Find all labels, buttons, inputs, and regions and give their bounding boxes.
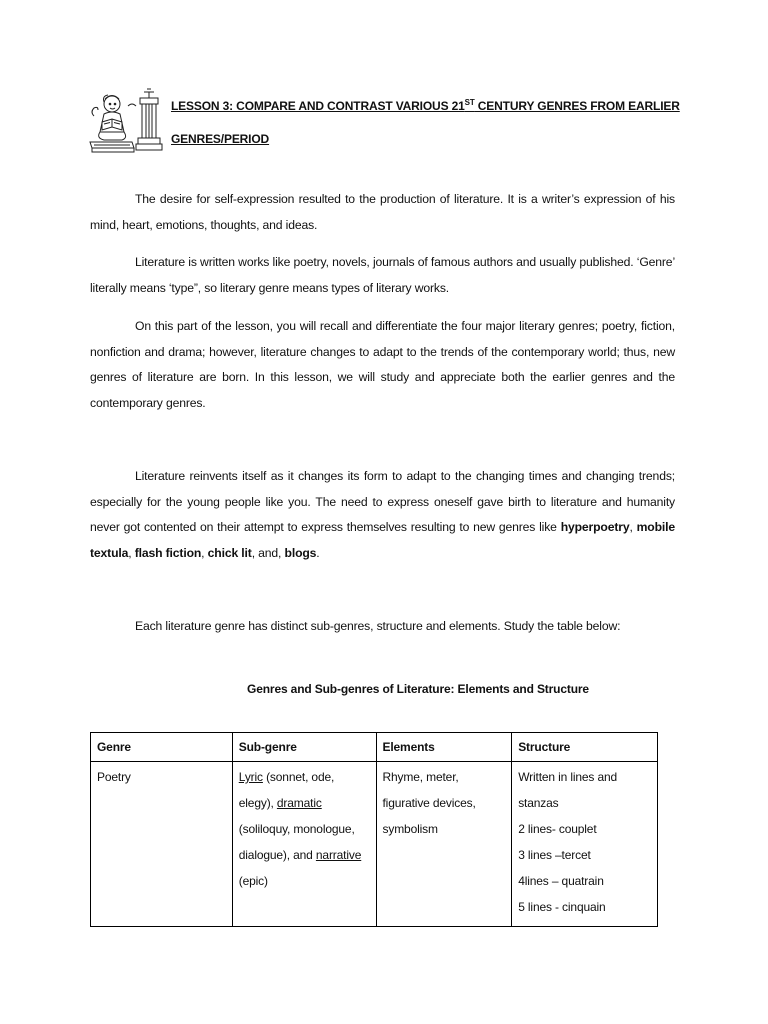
lesson-title-line2: GENRES/PERIOD <box>171 132 270 146</box>
ordinal-suffix: ST <box>464 98 475 107</box>
paragraph-table-intro: Each literature genre has distinct sub-genres, structure and elements. Study the table below: <box>135 619 621 633</box>
genres-table <box>90 732 658 927</box>
genre-term-flash-fiction: flash fiction <box>134 545 202 560</box>
header-subgenre: Sub-genre <box>232 733 376 762</box>
cell-genre: Poetry <box>91 762 233 927</box>
reading-child-illustration <box>86 86 166 156</box>
cell-structure <box>512 762 658 927</box>
structure-line: 2 lines- couplet <box>518 822 597 836</box>
structure-line: Written in lines and stanzas <box>518 770 618 810</box>
header-structure: Structure <box>512 733 658 762</box>
structure-line: 5 lines - cinquain <box>518 900 606 914</box>
subgenre-narrative: narrative <box>315 848 362 862</box>
paragraph-self-expression: The desire for self-expression resulted to the production of literature. It is a writer’s expression of his mind, heart, emotions, thoughts, and ideas. <box>90 192 675 232</box>
lesson-title-line1: LESSON 3: COMPARE AND CONTRAST VARIOUS 21ST CENTURY GENRES FROM EARLIER <box>171 98 680 113</box>
genre-term-blogs: blogs <box>284 545 317 560</box>
header-elements: Elements <box>376 733 512 762</box>
genre-term-chick-lit: chick lit <box>207 545 252 560</box>
genre-term-hyperpoetry: hyperpoetry <box>560 520 630 535</box>
paragraph-lesson-overview: On this part of the lesson, you will recall and differentiate the four major literary genres; poetry, fiction, nonfiction and drama; however, literature changes to adapt to the trends of the contemporary world; thus, new genres of literature are born. In this lesson, we will study and appreciate both the earlier genres and the contemporary genres. <box>90 319 675 410</box>
paragraph-literature-definition: Literature is written works like poetry, novels, journals of famous authors and usually published. ‘Genre’ literally means ‘type”, so literary genre means types of literary works. <box>90 255 675 295</box>
paragraph-new-genres: Literature reinvents itself as it changes its form to adapt to the changing times and changing trends; especially for the young people like you. The need to express oneself gave birth to literature and humanity never got contented on their attempt to express themselves resulting to new genres like hyperpoetry, mobile textula, flash fiction, chick lit, and, blogs. <box>90 469 675 560</box>
subgenre-lyric: Lyric <box>238 770 263 784</box>
subgenre-dramatic: dramatic <box>276 796 322 810</box>
lesson-title <box>171 90 691 156</box>
table-caption: Genres and Sub-genres of Literature: Elements and Structure <box>247 682 589 696</box>
cell-elements: Rhyme, meter, figurative devices, symbolism <box>376 762 512 927</box>
genre-term-mobile-textula: mobile textula <box>90 520 675 560</box>
structure-line: 4lines – quatrain <box>518 874 604 888</box>
structure-line: 3 lines –tercet <box>518 848 591 862</box>
table-row <box>91 762 658 927</box>
cell-subgenre: Lyric (sonnet, ode, elegy), dramatic (soliloquy, monologue, dialogue), and narrative (epic) <box>232 762 376 927</box>
header-genre: Genre <box>91 733 233 762</box>
table-header-row <box>91 733 658 762</box>
